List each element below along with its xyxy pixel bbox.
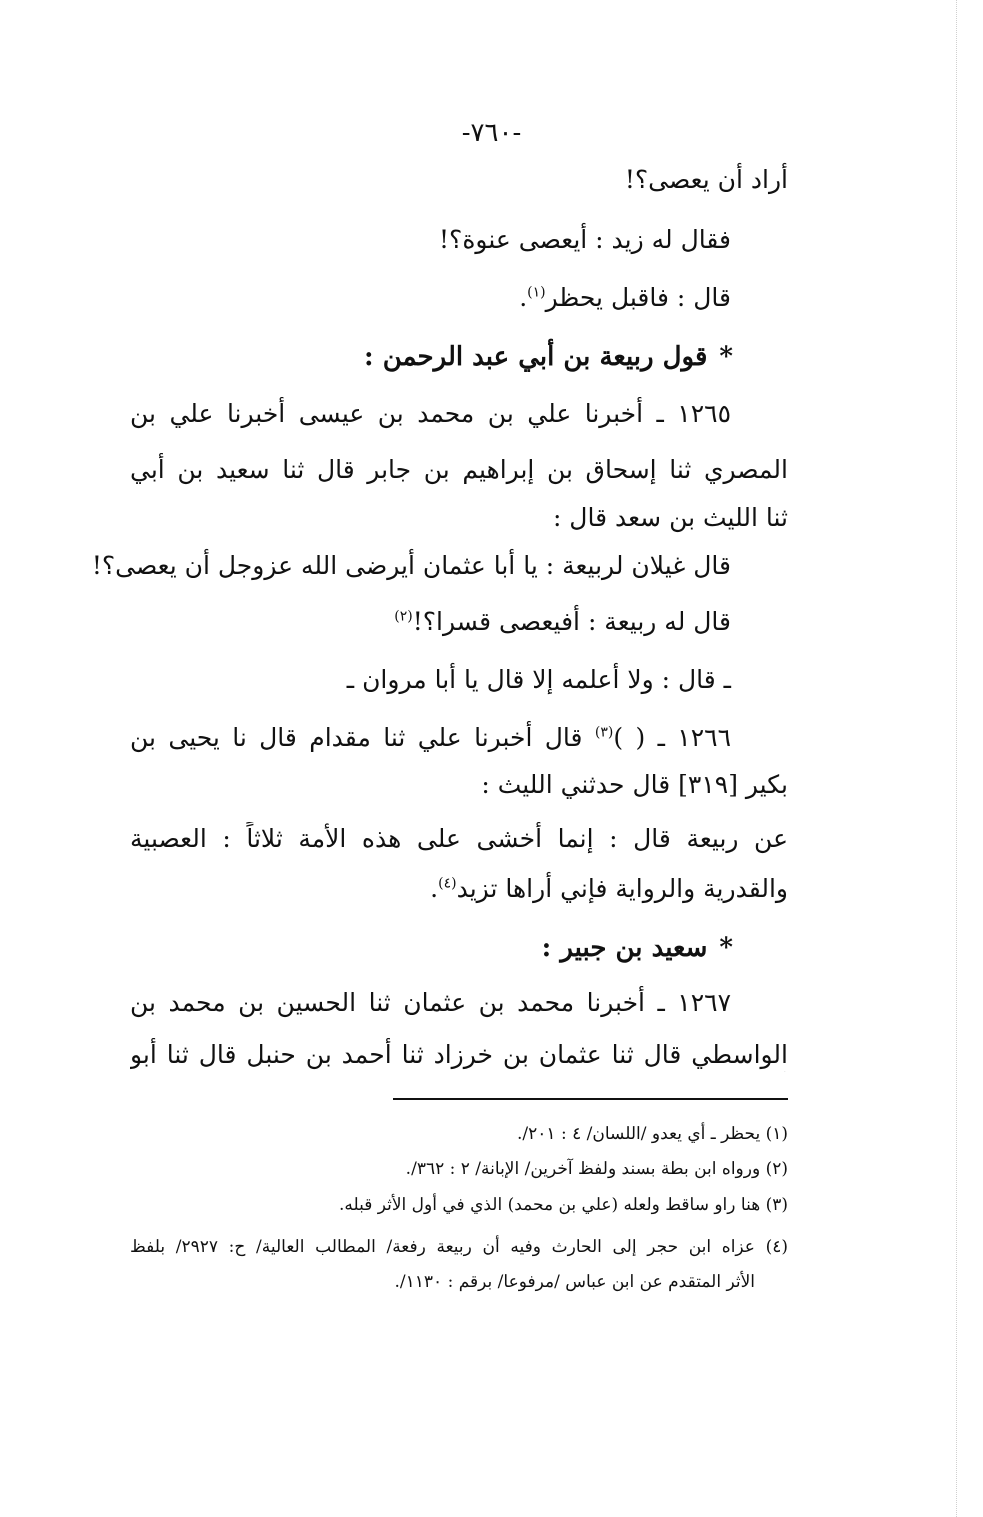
- footnote-separator: [393, 1098, 788, 1100]
- text-line: ١٢٦٧ ـ أخبرنا محمد بن عثمان ثنا الحسين بن محمد بن: [130, 988, 731, 1017]
- text-line: ـ قال : ولا أعلمه إلا قال يا أبا مروان ـ: [346, 665, 731, 694]
- footnote-ref: (٣): [594, 724, 614, 741]
- footnote-ref: (٢): [394, 608, 413, 625]
- heading-bullet: *: [719, 342, 733, 372]
- footnote-ref: (٤): [438, 875, 457, 892]
- text-span: .: [430, 874, 439, 903]
- footnote: (٣) هنا راو ساقط ولعله (علي بن محمد) الذي في أول الأثر قبله.: [338, 1195, 788, 1215]
- footnote: (٤) عزاه ابن حجر إلى الحارث وفيه أن ربيعة رفعة/ المطالب العالية/ ح: ٢٩٢٧/ بلفظ: [130, 1237, 788, 1257]
- text-line: ثنا الليث بن سعد قال :: [552, 503, 788, 532]
- text-span: قال أخبرنا علي ثنا مقدام قال نا يحيى بن: [130, 723, 595, 752]
- heading-bullet: *: [719, 933, 733, 963]
- footnote: (٢) ورواه ابن بطة بسند ولفظ آخرين/ الإبانة/ ٢ : ٣٦٢/.: [405, 1159, 788, 1179]
- text-line: المصري ثنا إسحاق بن إبراهيم بن جابر قال ثنا سعيد بن أبي: [130, 455, 788, 484]
- heading-text: قول ربيعة بن أبي عبد الرحمن :: [364, 342, 708, 372]
- footnote: (١) يحظر ـ أي يعدو /اللسان/ ٤ : ٢٠١/.: [517, 1124, 788, 1144]
- text-line: [394, 605, 731, 639]
- text-line: [430, 872, 788, 906]
- text-span: ١٢٦٦ ـ ( ): [613, 723, 731, 752]
- text-line: [130, 721, 731, 755]
- text-line: فقال له زيد : أيعصى عنوة؟!: [439, 225, 731, 254]
- text-line: قال غيلان لربيعة : يا أبا عثمان أيرضى الله عزوجل أن يعصى؟!: [91, 551, 731, 580]
- section-heading: [364, 340, 733, 374]
- text-span: .: [519, 283, 528, 312]
- scan-margin-line: [956, 0, 957, 1517]
- page-number: -٧٦٠-: [461, 118, 522, 148]
- heading-text: سعيد بن جبير :: [541, 933, 708, 963]
- section-heading: [542, 931, 733, 965]
- text-line: عن ربيعة قال : إنما أخشى على هذه الأمة ثلاثاً : العصبية: [130, 824, 788, 853]
- text-line: [519, 281, 731, 315]
- text-span: قال له ربيعة : أفيعصى قسرا؟!: [412, 607, 731, 636]
- text-span: والقدرية والرواية فإني أراها تزيد: [456, 874, 788, 903]
- text-line: أراد أن يعصى؟!: [624, 165, 788, 194]
- text-line: الواسطي قال ثنا عثمان بن خرزاد ثنا أحمد بن حنبل قال ثنا أبو: [130, 1040, 788, 1069]
- footnote-ref: (١): [527, 284, 546, 301]
- text-line: ١٢٦٥ ـ أخبرنا علي بن محمد بن عيسى أخبرنا علي بن: [130, 399, 731, 428]
- footnote-continuation: الأثر المتقدم عن ابن عباس /مرفوعا/ برقم : ١١٣٠/.: [394, 1272, 755, 1292]
- text-line: بكير [٣١٩] قال حدثني الليث :: [481, 770, 788, 799]
- text-span: قال : فاقبل يحظر: [545, 283, 731, 312]
